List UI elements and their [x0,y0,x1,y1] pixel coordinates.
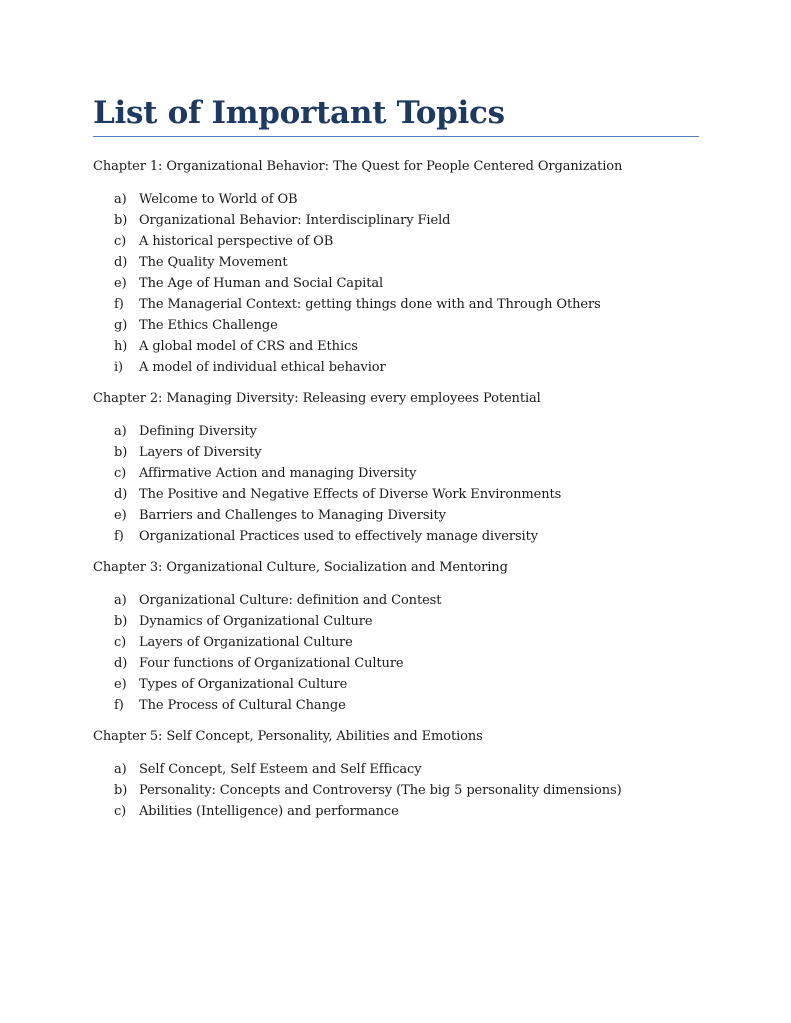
list-marker: f) [114,529,124,544]
topic-list [93,421,699,547]
list-item [93,695,699,716]
list-marker: a) [114,593,127,608]
list-item [93,526,699,547]
list-item [93,653,699,674]
list-item [93,611,699,632]
chapter-heading: Chapter 2: Managing Diversity: Releasing every employees Potential [93,391,541,406]
chapter-section-3 [93,559,699,716]
list-item [93,801,699,822]
list-marker: c) [114,466,127,481]
chapter-heading: Chapter 3: Organizational Culture, Socialization and Mentoring [93,560,508,575]
list-item [93,210,699,231]
list-item [93,759,699,780]
chapter-section-5 [93,728,699,822]
list-marker: f) [114,698,124,713]
list-item [93,505,699,526]
list-marker: d) [114,487,128,502]
list-marker: c) [114,635,127,650]
topic-text: A model of individual ethical behavior [139,360,386,375]
list-marker: b) [114,445,128,460]
list-item [93,632,699,653]
topic-text: Types of Organizational Culture [139,677,348,692]
list-item [93,357,699,378]
chapter-heading: Chapter 1: Organizational Behavior: The Quest for People Centered Organization [93,159,623,174]
topic-text: A historical perspective of OB [139,234,334,249]
list-item [93,442,699,463]
list-marker: i) [114,360,124,375]
topic-text: A global model of CRS and Ethics [139,339,358,354]
list-marker: e) [114,508,127,523]
topic-text: The Process of Cultural Change [139,698,346,713]
topic-text: Layers of Organizational Culture [139,635,353,650]
list-marker: a) [114,762,127,777]
document-title: List of Important Topics [93,95,505,131]
title-underline [93,136,699,137]
list-item [93,294,699,315]
list-marker: g) [114,318,128,333]
topic-text: Layers of Diversity [139,445,262,460]
topic-text: Organizational Culture: definition and Contest [139,593,442,608]
list-marker: b) [114,614,128,629]
list-item [93,674,699,695]
list-item [93,231,699,252]
list-item [93,252,699,273]
list-marker: b) [114,213,128,228]
list-marker: f) [114,297,124,312]
topic-text: Defining Diversity [139,424,257,439]
topic-text: Affirmative Action and managing Diversity [139,466,417,481]
topic-text: The Managerial Context: getting things done with and Through Others [139,297,601,312]
list-marker: e) [114,677,127,692]
list-marker: b) [114,783,128,798]
topic-text: The Quality Movement [139,255,288,270]
list-marker: d) [114,656,128,671]
topic-text: The Age of Human and Social Capital [139,276,384,291]
document-page [93,92,699,822]
list-item [93,780,699,801]
list-item [93,590,699,611]
topic-text: Abilities (Intelligence) and performance [139,804,399,819]
topic-text: Personality: Concepts and Controversy (The big 5 personality dimensions) [139,783,622,798]
topic-text: Dynamics of Organizational Culture [139,614,373,629]
list-item [93,315,699,336]
list-marker: h) [114,339,128,354]
topic-list [93,590,699,716]
list-item [93,273,699,294]
topic-list [93,189,699,378]
topic-text: Self Concept, Self Esteem and Self Efficacy [139,762,422,777]
list-item [93,463,699,484]
list-marker: d) [114,255,128,270]
topic-text: The Positive and Negative Effects of Diverse Work Environments [139,487,562,502]
topic-list [93,759,699,822]
list-item [93,189,699,210]
topic-text: Welcome to World of OB [139,192,298,207]
list-marker: c) [114,234,127,249]
list-marker: a) [114,192,127,207]
topic-text: Organizational Practices used to effectively manage diversity [139,529,538,544]
topic-text: Organizational Behavior: Interdisciplinary Field [139,213,451,228]
list-marker: a) [114,424,127,439]
topic-text: Barriers and Challenges to Managing Diversity [139,508,446,523]
topic-text: The Ethics Challenge [139,318,278,333]
list-marker: c) [114,804,127,819]
list-item [93,484,699,505]
chapter-heading: Chapter 5: Self Concept, Personality, Abilities and Emotions [93,729,483,744]
chapter-section-1 [93,158,699,378]
list-item [93,421,699,442]
chapter-section-2 [93,390,699,547]
list-item [93,336,699,357]
list-marker: e) [114,276,127,291]
topic-text: Four functions of Organizational Culture [139,656,404,671]
